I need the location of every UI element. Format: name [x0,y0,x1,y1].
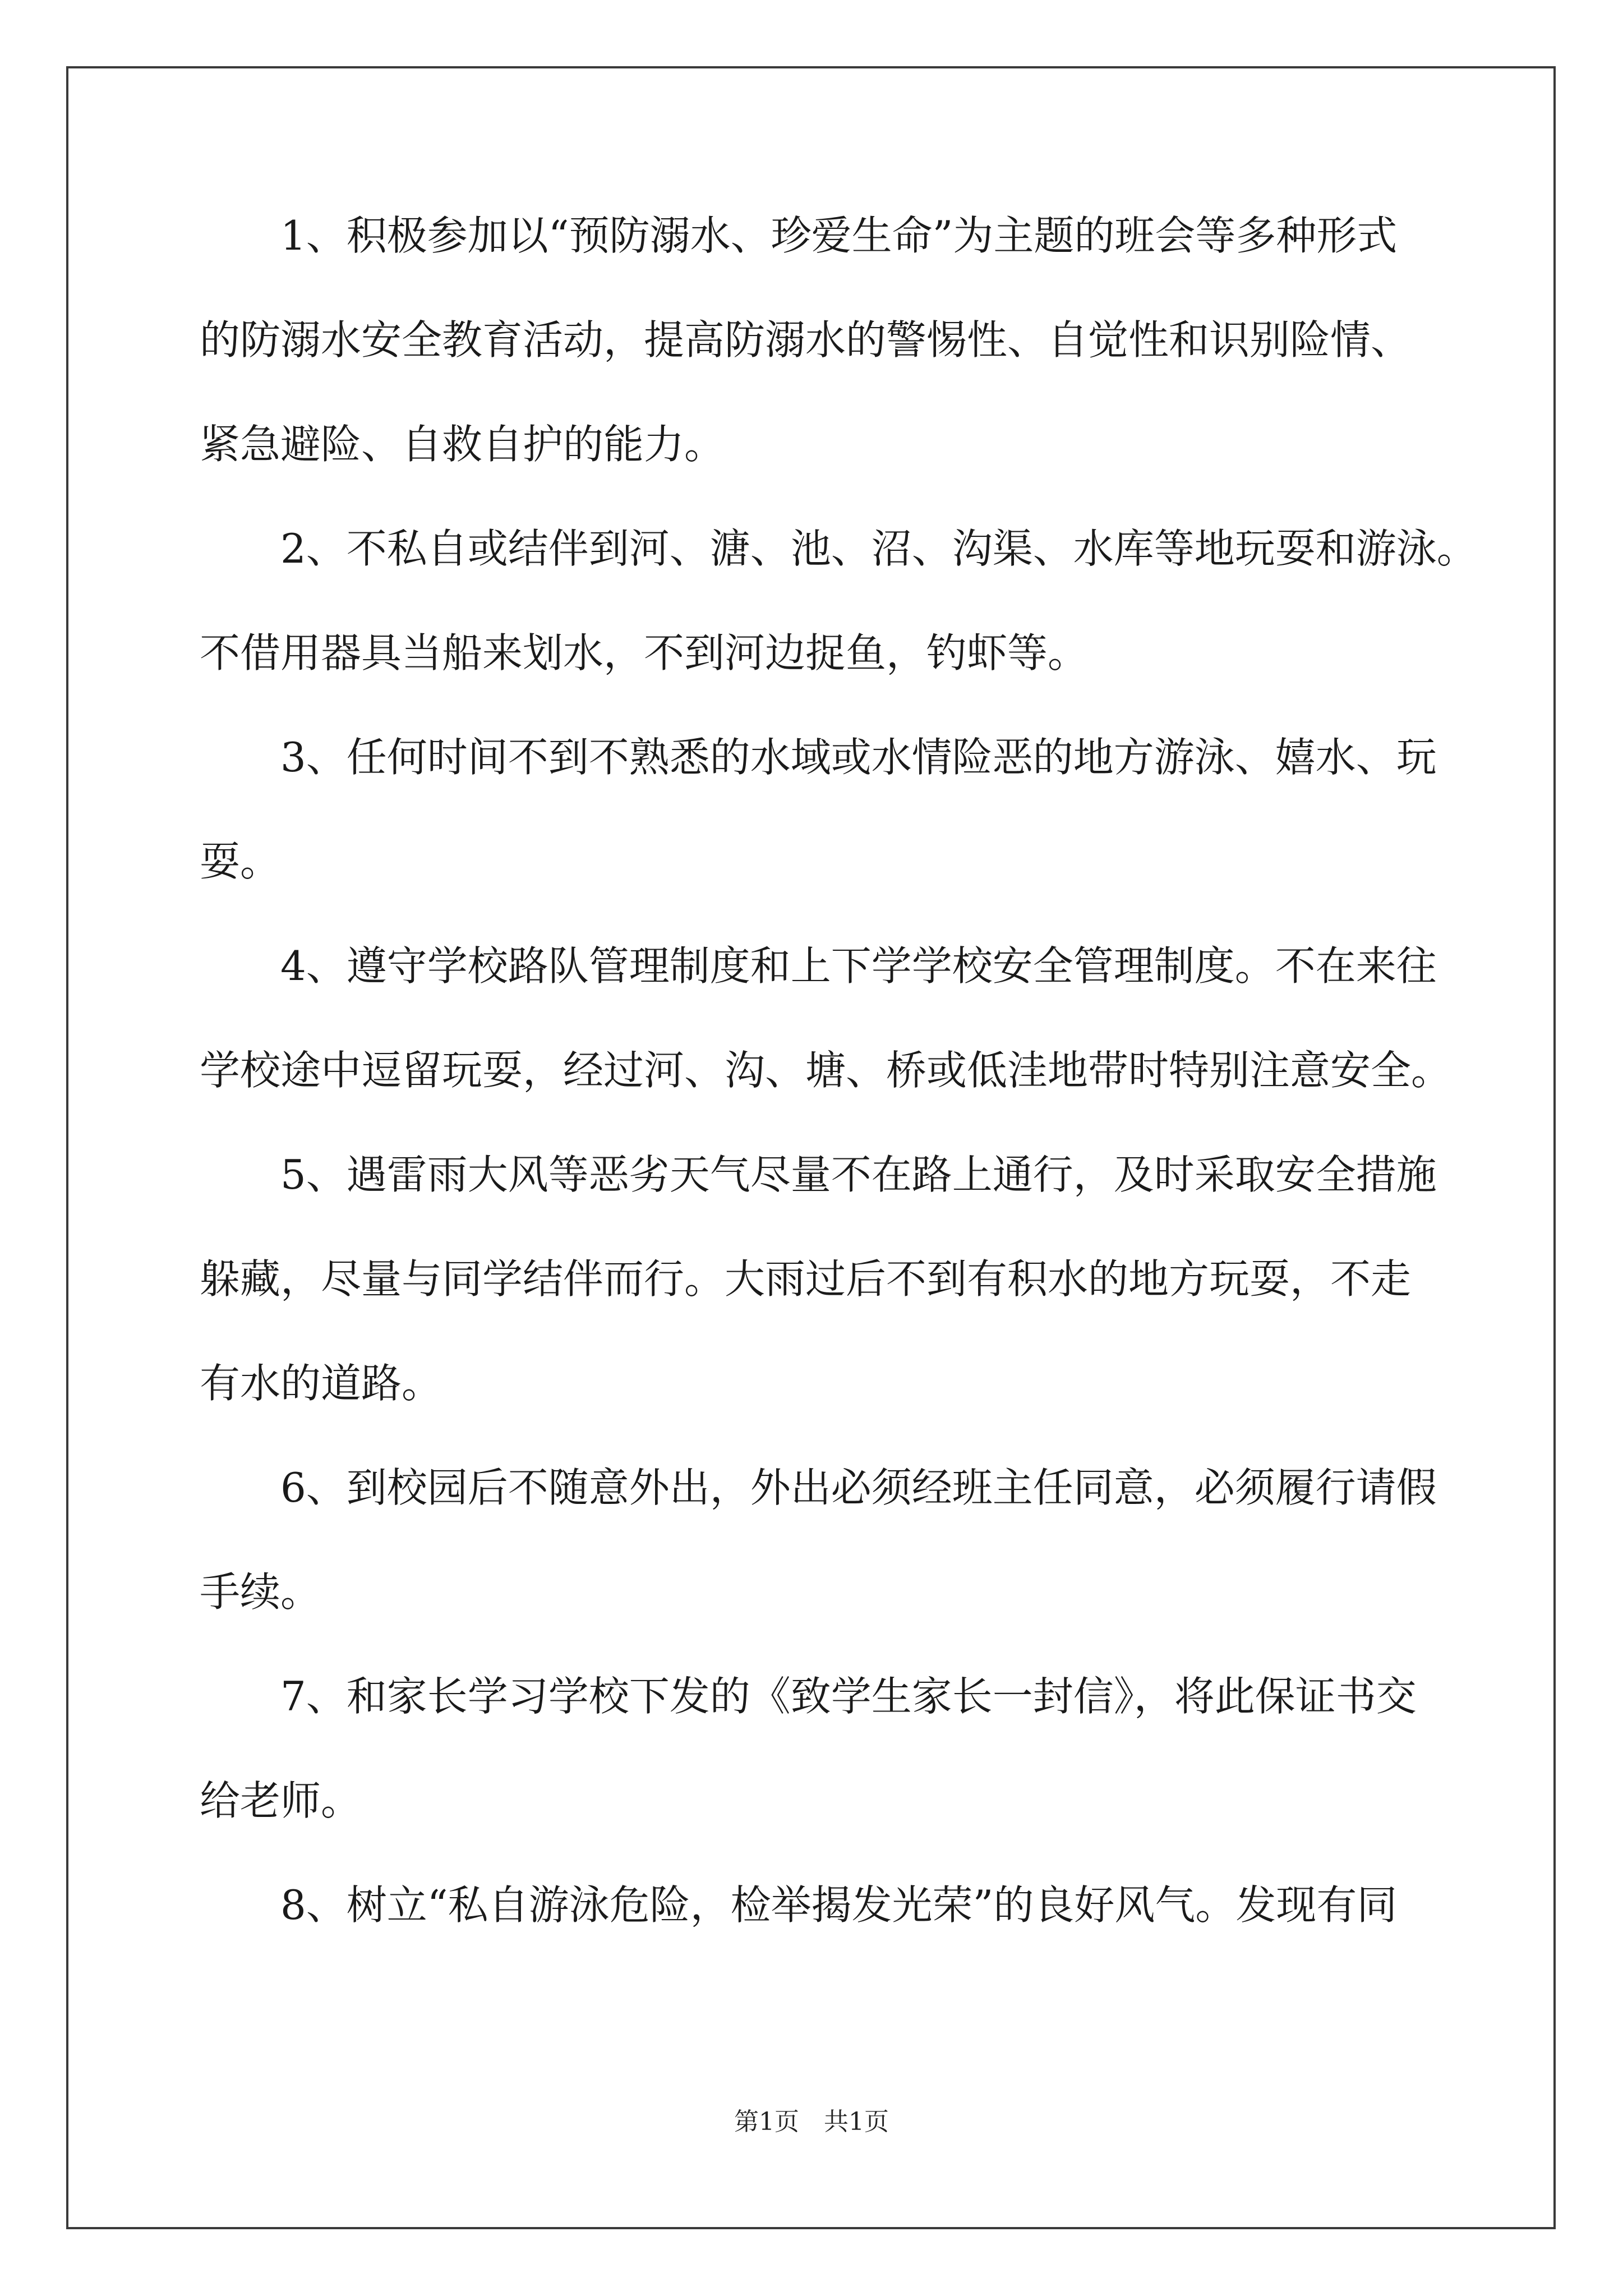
text-line: 1、积极参加以“预防溺水、珍爱生命”为主题的班会等多种形式 [280,212,1398,259]
text-line: 给老师。 [200,1777,362,1824]
text-line: 3、任何时间不到不熟悉的水域或水情险恶的地方游泳、嬉水、玩 [280,734,1437,781]
text-line: 5、遇雷雨大风等恶劣天气尽量不在路上通行，及时采取安全措施 [280,1151,1437,1198]
page-number-footer: 第1页 共1页 [734,2108,889,2136]
text-line: 有水的道路。 [200,1360,442,1407]
text-line: 的防溺水安全教育活动，提高防溺水的警惕性、自觉性和识别险情、 [200,316,1412,364]
text-line: 手续。 [200,1568,321,1616]
text-line: 耍。 [200,838,281,885]
text-line: 8、树立“私自游泳危险，检举揭发光荣”的良好风气。发现有同 [280,1881,1398,1929]
text-line: 6、到校园后不随意外出，外出必须经班主任同意，必须履行请假 [280,1464,1437,1511]
text-line: 2、不私自或结伴到河、溏、池、沼、沟渠、水库等地玩耍和游泳。 [280,525,1477,572]
text-line: 不借用器具当船来划水，不到河边捉鱼，钓虾等。 [200,629,1089,677]
text-line: 躲藏，尽量与同学结伴而行。大雨过后不到有积水的地方玩耍，不走 [200,1255,1412,1303]
text-line: 7、和家长学习学校下发的《致学生家长一封信》，将此保证书交 [280,1673,1417,1720]
text-line: 4、遵守学校路队管理制度和上下学学校安全管理制度。不在来往 [280,942,1437,990]
text-line: 紧急避险、自救自护的能力。 [200,421,725,468]
text-line: 学校途中逗留玩耍，经过河、沟、塘、桥或低洼地带时特别注意安全。 [200,1047,1452,1094]
